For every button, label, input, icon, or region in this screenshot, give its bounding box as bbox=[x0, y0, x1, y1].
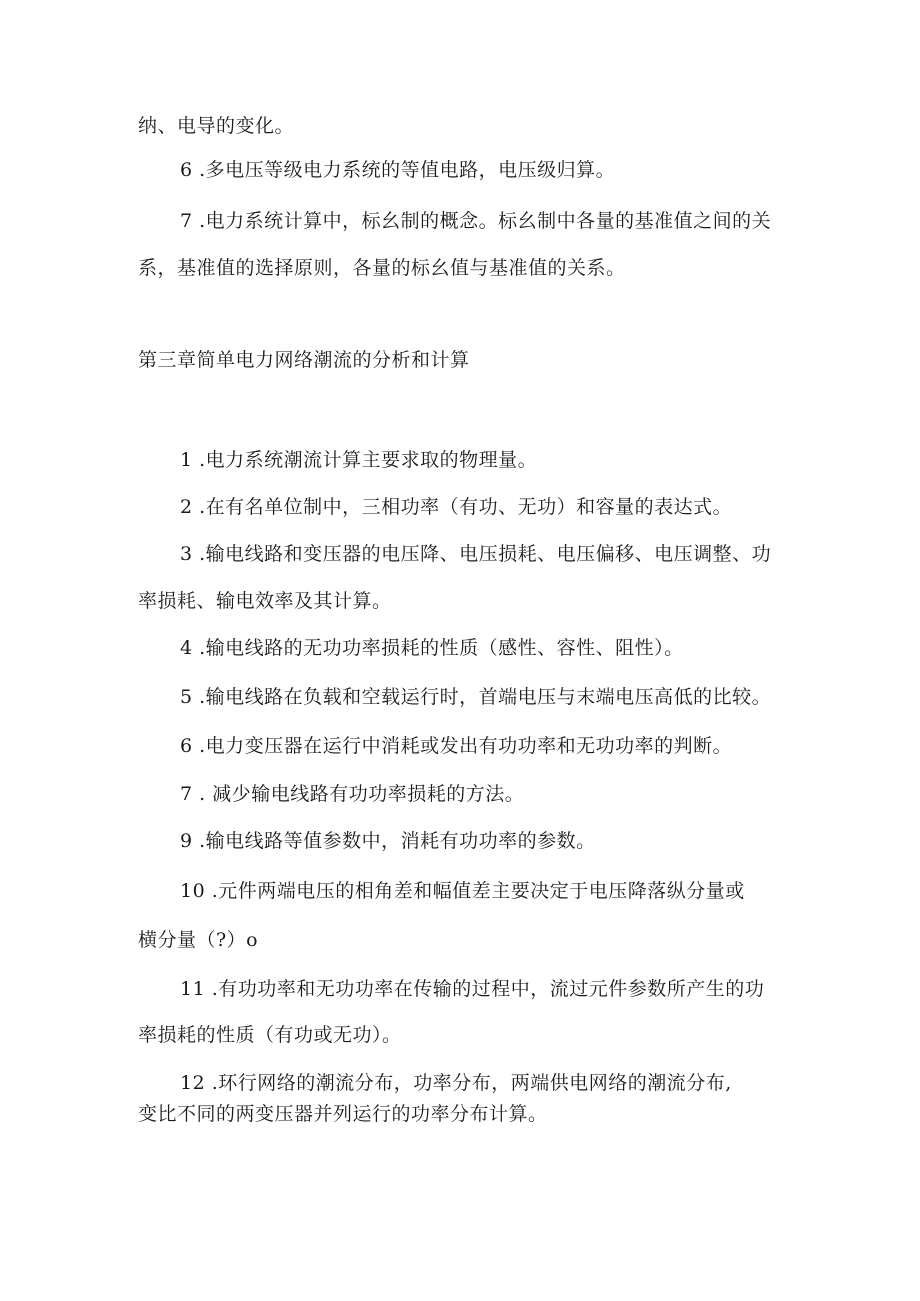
list-item-6: 6 .多电压等级电力系统的等值电路，电压级归算。 bbox=[180, 159, 616, 181]
ch3-item-6: 6 .电力变压器在运行中消耗或发出有功功率和无功功率的判断。 bbox=[180, 735, 733, 757]
ch3-item-2: 2 .在有名单位制中，三相功率（有功、无功）和容量的表达式。 bbox=[180, 496, 733, 518]
ch3-item-3-line-1: 3 .输电线路和变压器的电压降、电压损耗、电压偏移、电压调整、功 bbox=[180, 543, 772, 565]
ch3-item-9: 9 .输电线路等值参数中，消耗有功功率的参数。 bbox=[180, 830, 596, 852]
ch3-item-3-line-2: 率损耗、输电效率及其计算。 bbox=[138, 590, 392, 612]
ch3-item-10-line-1: 10 .元件两端电压的相角差和幅值差主要决定于电压降落纵分量或 bbox=[180, 880, 745, 902]
ch3-item-7: 7 . 减少输电线路有功功率损耗的方法。 bbox=[180, 783, 525, 805]
chapter-heading: 第三章简单电力网络潮流的分析和计算 bbox=[138, 349, 470, 371]
ch3-item-5: 5 .输电线路在负载和空载运行时，首端电压与末端电压高低的比较。 bbox=[180, 686, 772, 708]
list-item-7-line-2: 系，基准值的选择原则，各量的标幺值与基准值的关系。 bbox=[138, 257, 626, 279]
ch3-item-10-line-2: 横分量（?）o bbox=[138, 929, 259, 951]
continuation-line: 纳、电导的变化。 bbox=[138, 115, 295, 137]
list-item-7-line-1: 7 .电力系统计算中，标幺制的概念。标幺制中各量的基准值之间的关 bbox=[180, 210, 772, 232]
ch3-item-12-line-1: 12 .环行网络的潮流分布，功率分布，两端供电网络的潮流分布, bbox=[180, 1072, 732, 1094]
ch3-item-11-line-2: 率损耗的性质（有功或无功）。 bbox=[138, 1024, 402, 1046]
ch3-item-12-line-2: 变比不同的两变压器并列运行的功率分布计算。 bbox=[138, 1103, 548, 1125]
ch3-item-4: 4 .输电线路的无功功率损耗的性质（感性、容性、阻性）。 bbox=[180, 637, 684, 659]
ch3-item-1: 1 .电力系统潮流计算主要求取的物理量。 bbox=[180, 449, 538, 471]
ch3-item-11-line-1: 11 .有功功率和无功功率在传输的过程中，流过元件参数所产生的功 bbox=[180, 978, 765, 1000]
